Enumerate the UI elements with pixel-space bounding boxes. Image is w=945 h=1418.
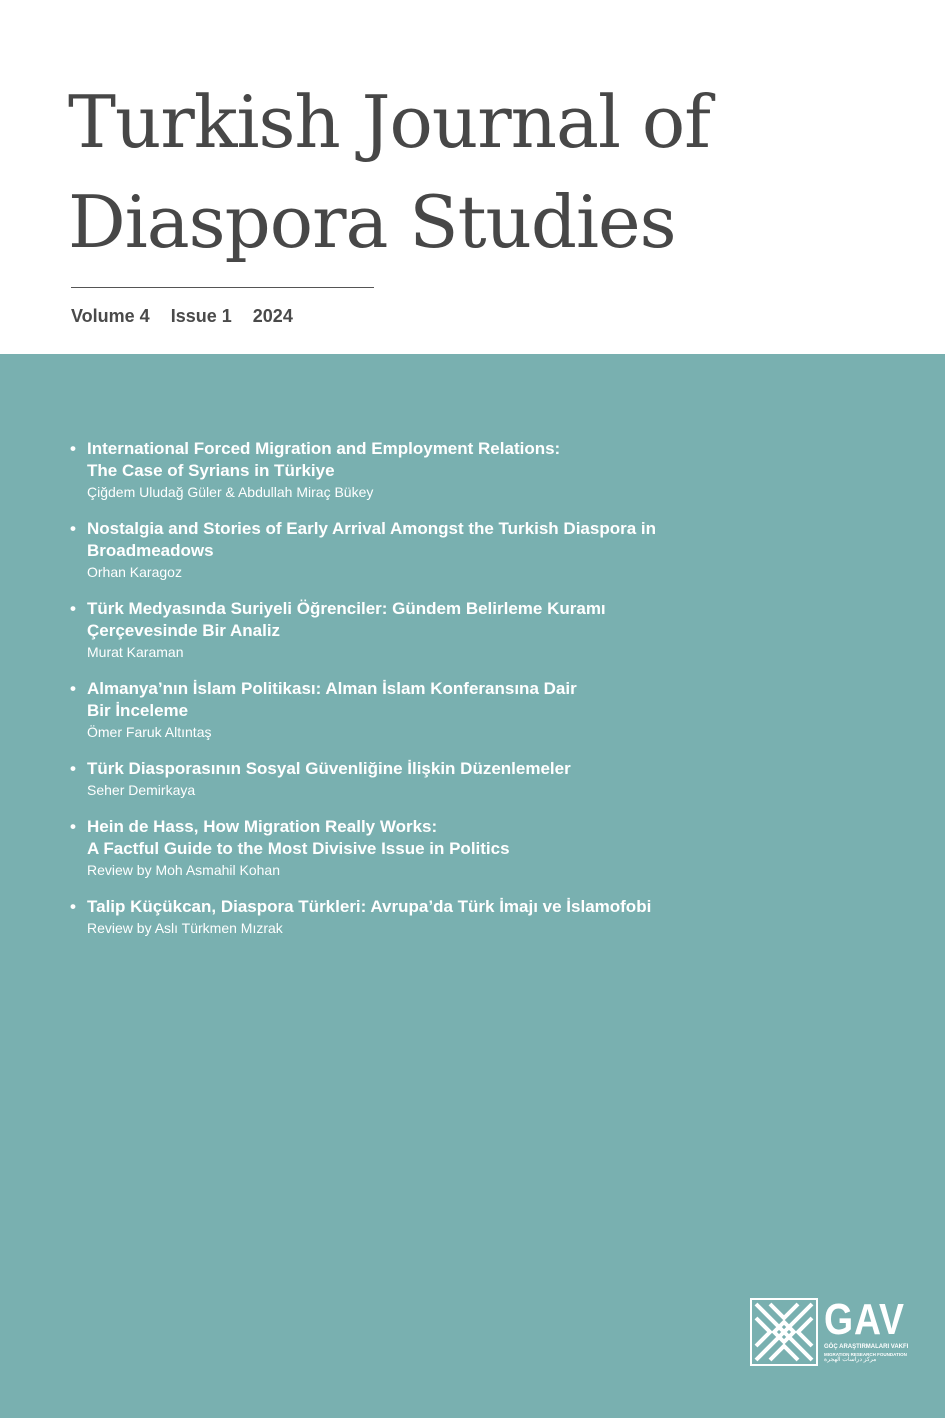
article-title bbox=[87, 518, 770, 562]
article-title-line: Hein de Hass, How Migration Really Works: bbox=[87, 817, 438, 836]
article-title-line: Talip Küçükcan, Diaspora Türkleri: Avrupa’da Türk İmajı ve İslamofobi bbox=[87, 897, 652, 916]
toc-item bbox=[70, 678, 770, 742]
issue-label: Issue 1 bbox=[170, 306, 232, 326]
article-author: Review by Aslı Türkmen Mızrak bbox=[87, 920, 283, 936]
year-label: 2024 bbox=[252, 306, 293, 326]
issue-info bbox=[71, 306, 309, 327]
article-title-line: The Case of Syrians in Türkiye bbox=[87, 461, 335, 480]
gav-logo bbox=[750, 1295, 909, 1368]
article-author: Çiğdem Uludağ Güler & Abdullah Miraç Bükey bbox=[87, 484, 374, 500]
article-title-line: Türk Diasporasının Sosyal Güvenliğine İlişkin Düzenlemeler bbox=[87, 759, 571, 778]
article-title-line: Bir İnceleme bbox=[87, 701, 189, 720]
toc-item bbox=[70, 518, 770, 582]
article-author: Review by Moh Asmahil Kohan bbox=[87, 862, 280, 878]
toc-item bbox=[70, 816, 770, 880]
article-title bbox=[87, 816, 770, 860]
geometric-knot-icon bbox=[750, 1298, 818, 1366]
logo-subtitle-ar: مركز دراسات الهجرة bbox=[824, 1357, 877, 1363]
article-title-line: Çerçevesinde Bir Analiz bbox=[87, 621, 281, 640]
article-title bbox=[87, 896, 770, 918]
article-title-line: Broadmeadows bbox=[87, 541, 214, 560]
logo-subtitle-en: MIGRATION RESEARCH FOUNDATION bbox=[824, 1352, 907, 1357]
article-title-line: Nostalgia and Stories of Early Arrival Amongst the Turkish Diaspora in bbox=[87, 519, 656, 538]
article-title-line: Almanya’nın İslam Politikası: Alman İslam Konferansına Dair bbox=[87, 679, 577, 698]
bullet-icon: • bbox=[70, 599, 76, 618]
logo-wordmark: GAV bbox=[824, 1295, 905, 1344]
toc-item bbox=[70, 758, 770, 800]
volume-label: Volume 4 bbox=[71, 306, 150, 326]
toc-item bbox=[70, 438, 770, 502]
article-author: Seher Demirkaya bbox=[87, 782, 196, 798]
article-author: Murat Karaman bbox=[87, 644, 184, 660]
article-title bbox=[87, 758, 770, 780]
cover-header bbox=[0, 0, 945, 354]
table-of-contents bbox=[70, 438, 770, 954]
article-title bbox=[87, 598, 770, 642]
journal-title bbox=[68, 72, 710, 272]
bullet-icon: • bbox=[70, 817, 76, 836]
bullet-icon: • bbox=[70, 897, 76, 916]
article-title bbox=[87, 678, 770, 722]
title-divider bbox=[71, 287, 374, 288]
bullet-icon: • bbox=[70, 679, 76, 698]
article-title bbox=[87, 438, 770, 482]
toc-item bbox=[70, 896, 770, 938]
article-author: Orhan Karagoz bbox=[87, 564, 182, 580]
bullet-icon: • bbox=[70, 439, 76, 458]
toc-item bbox=[70, 598, 770, 662]
article-author: Ömer Faruk Altıntaş bbox=[87, 724, 212, 740]
logo-subtitle-tr: GÖÇ ARAŞTIRMALARI VAKFI bbox=[824, 1344, 909, 1350]
article-title-line: A Factful Guide to the Most Divisive Issue in Politics bbox=[87, 839, 510, 858]
journal-title-line-2: Diaspora Studies bbox=[68, 180, 676, 264]
article-title-line: International Forced Migration and Employment Relations: bbox=[87, 439, 561, 458]
journal-title-line-1: Turkish Journal of bbox=[68, 80, 710, 164]
article-title-line: Türk Medyasında Suriyeli Öğrenciler: Gündem Belirleme Kuramı bbox=[87, 599, 606, 618]
bullet-icon: • bbox=[70, 759, 76, 778]
bullet-icon: • bbox=[70, 519, 76, 538]
